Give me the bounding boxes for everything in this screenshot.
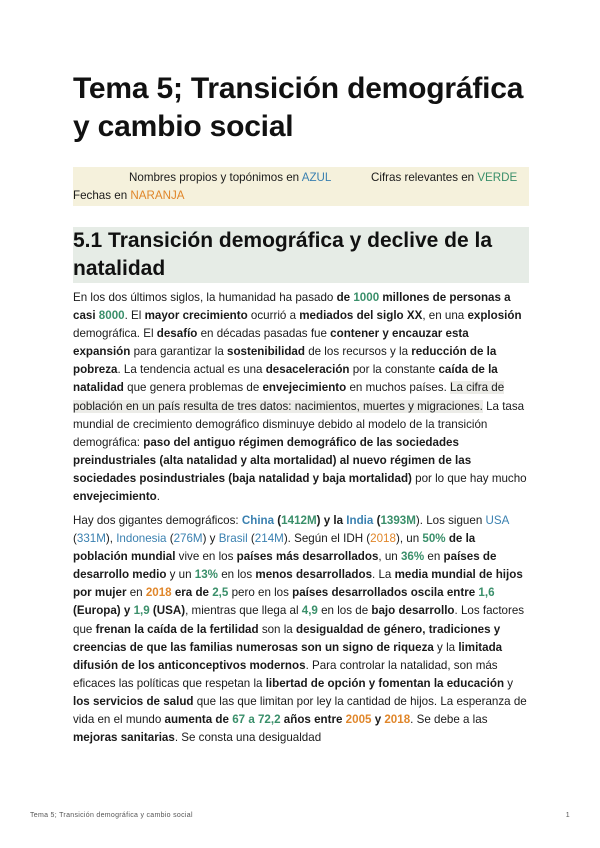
page-footer: [30, 812, 570, 819]
paragraph-2: Hay dos gigantes demográficos: China (1412M) y la India (1393M). Los siguen USA (331M), Indonesia (276M) y Brasil (214M). Según el IDH (2018), un 50% de la población mundial vive en los países más desarrollados, un 36% en países de desarrollo medio y un 13% en los menos desarrollados. La media mundial de hijos por mujer en 2018 era de 2,5 pero en los países desarrollados oscila entre 1,6 (Europa) y 1,9 (USA), mientras que llega al 4,9 en los de bajo desarrollo. Los factores que frenan la caída de la fertilidad son la desigualdad de género, tradiciones y creencias de que las familias numerosas son un signo de riqueza y la limitada difusión de los anticonceptivos modernos. Para controlar la natalidad, son más eficaces las políticas que respetan la libertad de opción y fomentan la educación y los servicios de salud que las que limitan por ley la cantidad de hijos. La esperanza de vida en el mundo aumenta de 67 a 72,2 años entre 2005 y 2018. Se debe a las mejoras sanitarias. Se consta una desigualdad: [73, 514, 527, 745]
footer-title: Tema 5; Transición demográfica y cambio social: [30, 812, 193, 819]
color-legend: [73, 167, 529, 206]
legend-names: Nombres propios y topónimos en AZUL: [129, 171, 332, 184]
legend-blue-label: AZUL: [301, 171, 332, 184]
document-title: Tema 5; Transición demográfica y cambio social: [73, 72, 524, 143]
section-heading: 5.1 Transición demográfica y declive de la natalidad: [73, 227, 529, 283]
legend-figures: Cifras relevantes en VERDE: [371, 171, 518, 184]
highlighted-text: La cifra de población en un país resulta de tres datos: nacimientos, muertes y migraciones.: [73, 381, 505, 413]
legend-dates: Fechas en NARANJA: [73, 189, 185, 202]
legend-orange-label: NARANJA: [130, 189, 185, 202]
legend-green-label: VERDE: [477, 171, 518, 184]
paragraph-1: En los dos últimos siglos, la humanidad ha pasado de 1000 millones de personas a casi 8000. El mayor crecimiento ocurrió a mediados del siglo XX, en una explosión demográfica. El desafío en décadas pasadas fue contener y encauzar esta expansión para garantizar la sostenibilidad de los recursos y la reducción de la pobreza. La tendencia actual es una desaceleración por la constante caída de la natalidad que genera problemas de envejecimiento en muchos países. La cifra de población en un país resulta de tres datos: nacimientos, muertes y migraciones. La tasa mundial de crecimiento demográfico disminuye debido al modelo de la transición demográfica: paso del antiguo régimen demográfico de las sociedades preindustriales (alta natalidad y alta mortalidad) al nuevo régimen de las sociedades posindustriales (baja natalidad y baja mortalidad) por lo que hay mucho envejecimiento.: [73, 291, 527, 504]
page-number: 1: [565, 812, 570, 819]
